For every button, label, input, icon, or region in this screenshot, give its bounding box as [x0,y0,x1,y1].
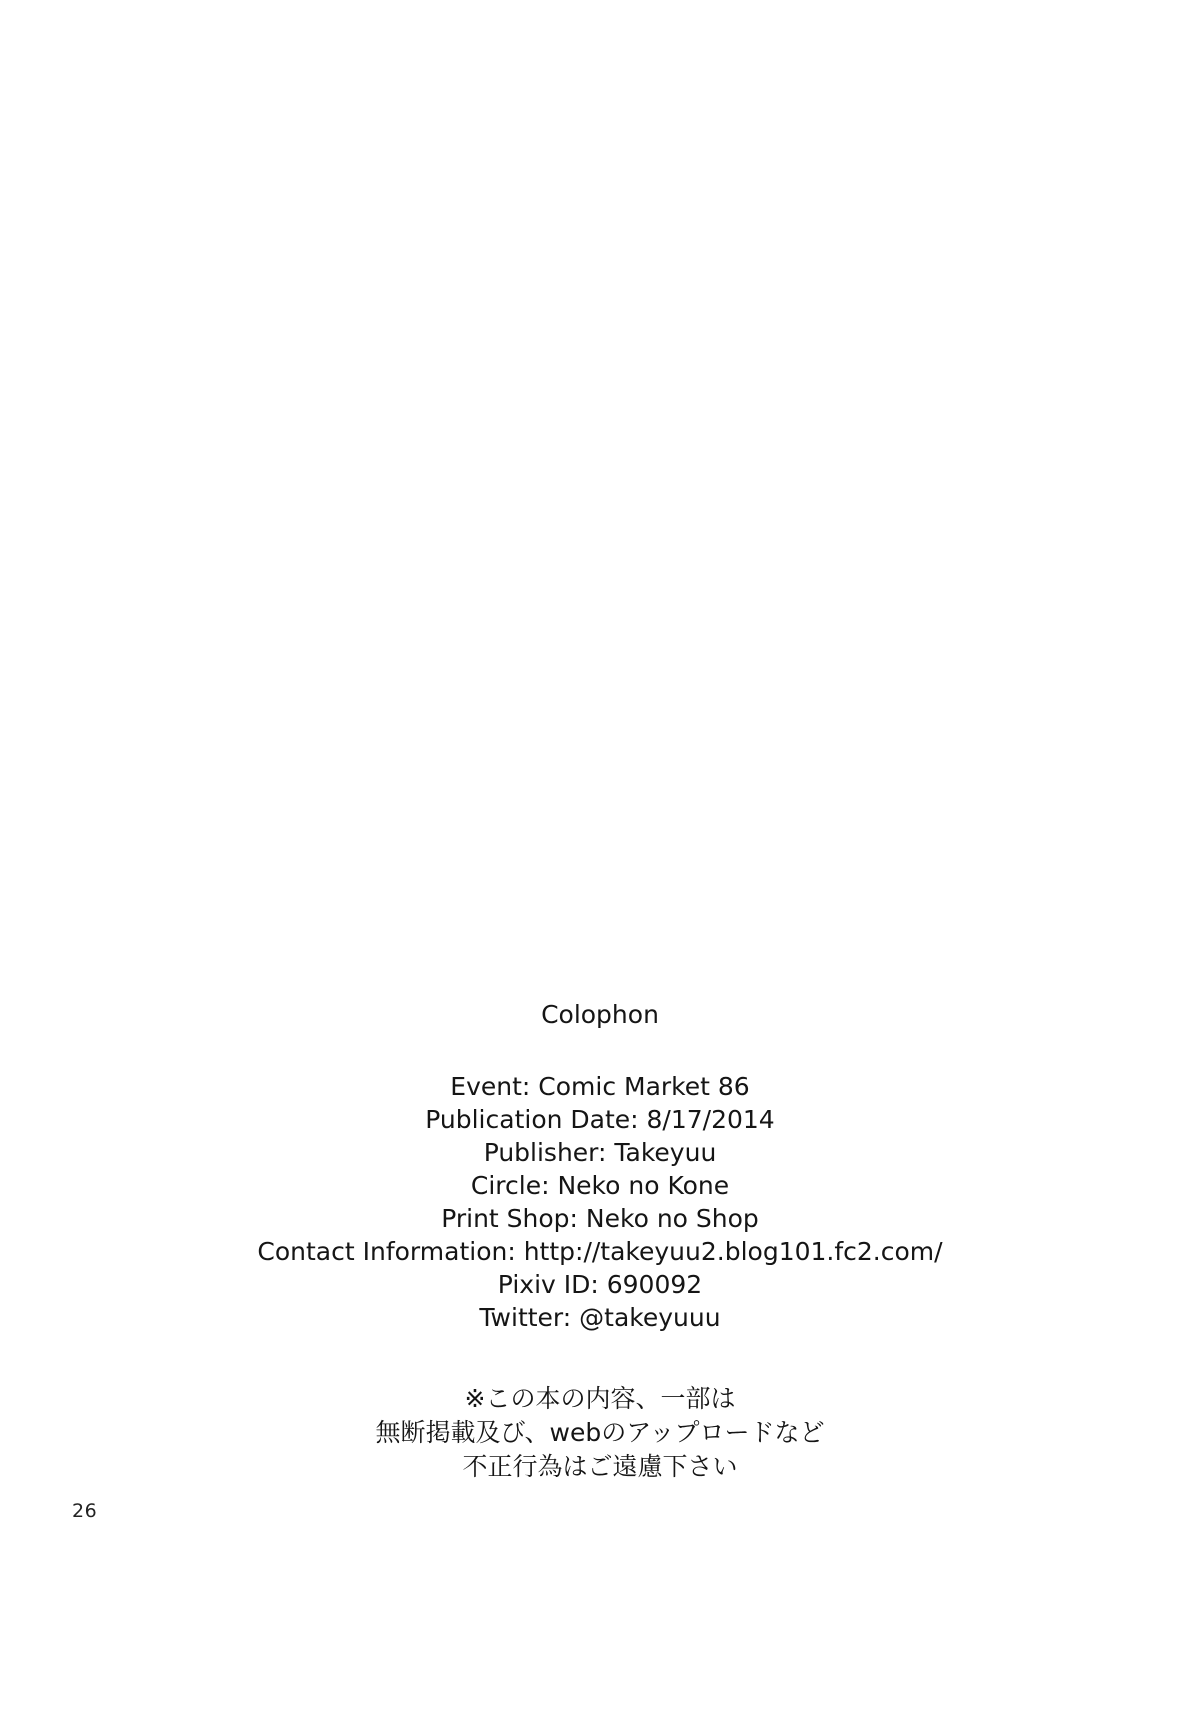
colophon-line-contact-information: Contact Information: http://takeyuu2.blog101.fc2.com/ [257,1237,943,1266]
colophon-line-publication-date: Publication Date: 8/17/2014 [425,1105,775,1134]
colophon-block [0,1000,1200,1484]
colophon-line-twitter: Twitter: @takeyuuu [479,1303,721,1332]
copyright-notice-line-1: ※この本の内容、一部は [464,1384,736,1413]
colophon-line-event: Event: Comic Market 86 [450,1072,750,1101]
copyright-notice [0,1382,1200,1484]
colophon-line-publisher: Publisher: Takeyuu [483,1138,717,1167]
page-number: 26 [72,1500,98,1522]
colophon-line-circle: Circle: Neko no Kone [470,1171,730,1200]
colophon-details [0,1070,1200,1334]
colophon-line-print-shop: Print Shop: Neko no Shop [441,1204,759,1233]
colophon-title: Colophon [541,1000,659,1029]
copyright-notice-line-3: 不正行為はご遠慮下さい [462,1452,738,1481]
colophon-line-pixiv-id: Pixiv ID: 690092 [497,1270,703,1299]
copyright-notice-line-2: 無断掲載及び、webのアップロードなど [375,1418,825,1447]
